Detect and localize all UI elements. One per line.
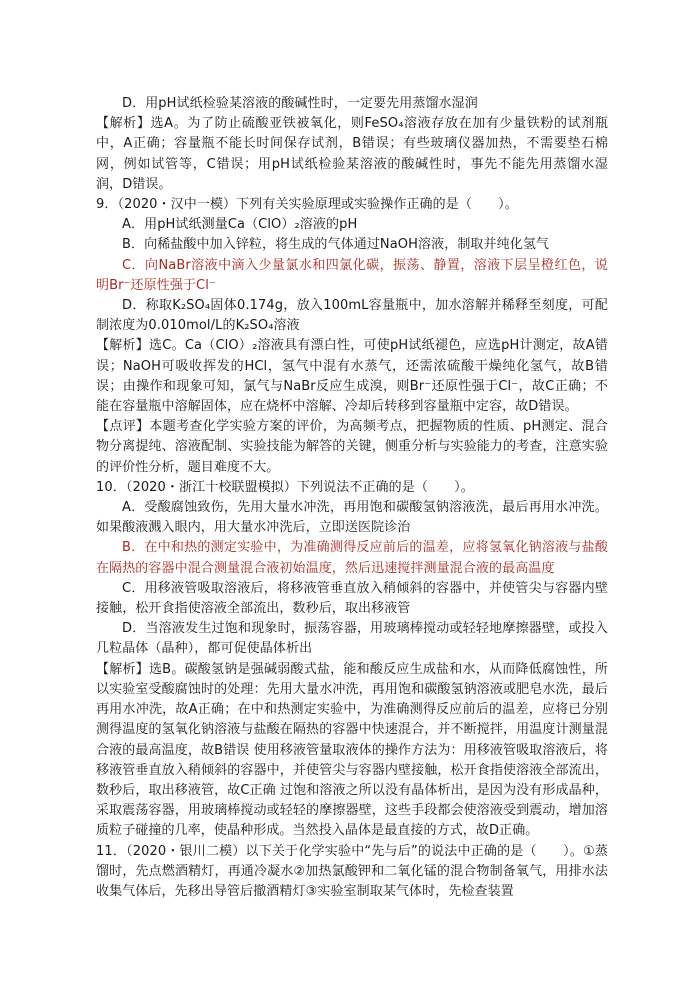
q10-option-a: A．受酸腐蚀致伤，先用大量水冲洗，再用饱和碳酸氢钠溶液洗，最后再用水冲洗。如果酸液溅入眼内，用大量水冲洗后，立即送医院诊治	[96, 500, 608, 536]
q10-analysis: 【解析】选B。碳酸氢钠是强碱弱酸式盐，能和酸反应生成盐和水，从而降低腐蚀性，所以实验室受酸腐蚀时的处理：先用大量水冲洗，再用饱和碳酸氢钠溶液或肥皂水洗，最后再用水冲洗，故A正确；在中和热测定实验中，为准确测得反应前后的温差，应将已分别测得温度的氢氧化钠溶液与盐酸在隔热的容器中快速混合，并不断搅拌，用温度计测量混合液的最高温度，故B错误 使用移液管量取液体的操作方法为：用移液管吸取溶液后，将移液管垂直放入稍倾斜的容器中，并使管尖与容器内壁接触，松开食指使溶液全部流出，数秒后，取出移液管，故C正确 过饱和溶液之所以没有晶体析出，是因为没有形成晶种，采取震荡容器，用玻璃棒搅动或轻轻的摩擦器壁，这些手段都会使溶液受到震动，增加溶质粒子碰撞的几率，使晶种形成。当然投入晶体是最直接的方式，故D正确。	[96, 661, 608, 839]
q9-analysis: 【解析】选C。Ca（ClO）₂溶液具有漂白性，可使pH试纸褪色，应选pH计测定，故A错误；NaOH可吸收挥发的HCl，氢气中混有水蒸气，还需浓硫酸干燥纯化氢气，故B错误；由操作和现象可知，氯气与NaBr反应生成溴，则Br⁻还原性强于Cl⁻，故C正确；不能在容量瓶中溶解固体，应在烧杯中溶解、冷却后转移到容量瓶中定容，故D错误。	[96, 338, 608, 415]
q9-option-a: A．用pH试纸测量Ca（ClO）₂溶液的pH	[122, 217, 358, 233]
q8-option-d: D．用pH试纸检验某溶液的酸碱性时，一定要先用蒸馏水湿润	[122, 96, 478, 111]
q10-stem: 10．（2020・浙江十校联盟模拟）下列说法不正确的是（ ）。	[96, 479, 474, 495]
q9-option-b: B．向稀盐酸中加入锌粒，将生成的气体通过NaOH溶液，制取并纯化氢气	[122, 237, 550, 253]
q9-option-c: C．向NaBr溶液中滴入少量氯水和四氯化碳，振荡、静置，溶液下层呈橙红色，说明Br⁻还原性强于Cl⁻	[96, 257, 608, 293]
q9-comment: 【点评】本题考查化学实验方案的评价，为高频考点，把握物质的性质、pH测定、混合物分离提纯、溶液配制、实验技能为解答的关键，侧重分析与实验能力的考查，注意实验的评价性分析，题目难度不大。	[96, 419, 608, 475]
q9-stem: 9．（2020・汉中一模）下列有关实验原理或实验操作正确的是（ ）。	[96, 197, 518, 213]
q11-stem: 11．（2020・银川二模）以下关于化学实验中“先与后”的说法中正确的是（ ）。①蒸馏时，先点燃酒精灯，再通冷凝水②加热氯酸钾和二氧化锰的混合物制备氧气，用排水法收集气体后，先移出导管后撤酒精灯③实验室制取某气体时，先检查装置	[96, 843, 608, 899]
q9-option-d: D．称取K₂SO₄固体0.174g，放入100mL容量瓶中，加水溶解并稀释至刻度，可配制浓度为0.010mol/L的K₂SO₄溶液	[96, 298, 608, 334]
document-body	[96, 94, 608, 902]
q10-option-d: D．当溶液发生过饱和现象时，振荡容器，用玻璃棒搅动或轻轻地摩擦器壁，或投入几粒晶体（晶种），都可促使晶体析出	[96, 621, 608, 657]
q10-option-b: B．在中和热的测定实验中，为准确测得反应前后的温差，应将氢氧化钠溶液与盐酸在隔热的容器中混合测量混合液初始温度，然后迅速搅拌测量混合液的最高温度	[96, 540, 608, 576]
q8-analysis: 【解析】选A。为了防止硫酸亚铁被氧化，则FeSO₄溶液存放在加有少量铁粉的试剂瓶中，A正确；容量瓶不能长时间保存试剂，B错误；有些玻璃仪器加热，不需要垫石棉网，例如试管等，C错误；用pH试纸检验某溶液的酸碱性时，事先不能先用蒸馏水湿润，D错误。	[96, 116, 608, 192]
q10-option-c: C．用移液管吸取溶液后，将移液管垂直放入稍倾斜的容器中，并使管尖与容器内壁接触，松开食指使溶液全部流出，数秒后，取出移液管	[96, 580, 608, 617]
